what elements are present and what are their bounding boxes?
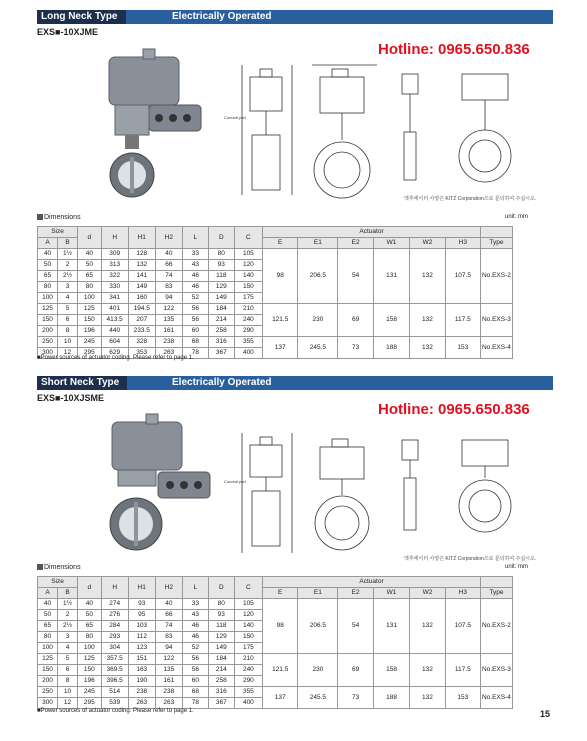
cell-b: 2: [58, 260, 78, 271]
actuator-note: 액추에이터 사양은 KITZ Corporation으로 문의하여 주십시오.: [404, 196, 537, 202]
cell-d: 245: [78, 687, 102, 698]
cell-c: 355: [234, 337, 262, 348]
cell-a: 300: [38, 348, 58, 359]
cell-d: 196: [78, 326, 102, 337]
cell-h2: 74: [155, 621, 182, 632]
cell-l: 52: [182, 293, 208, 304]
table-row: [38, 687, 553, 698]
cell-w2: 132: [410, 599, 445, 654]
cell-c: 290: [234, 326, 262, 337]
model-code: EXS■-10XJME: [37, 27, 98, 37]
header-actuator: Actuator: [263, 227, 481, 238]
cell-a: 250: [38, 687, 58, 698]
cell-c: 105: [234, 249, 262, 260]
cell-l: 60: [182, 326, 208, 337]
cell-a: 65: [38, 271, 58, 282]
cell-d: 258: [208, 676, 234, 687]
header-e2: E2: [338, 238, 373, 249]
cell-d: 150: [78, 665, 102, 676]
cell-d: 196: [78, 676, 102, 687]
cell-h3: 153: [445, 337, 480, 359]
header-w1: W1: [373, 588, 410, 599]
cell-type: No.EXS-4: [481, 687, 513, 709]
header-w1: W1: [373, 238, 410, 249]
cell-h3: 117.5: [445, 654, 480, 687]
cell-w1: 188: [373, 337, 410, 359]
cell-type: No.EXS-2: [481, 249, 513, 304]
header-d: D: [208, 227, 234, 249]
cell-h1: 151: [128, 654, 155, 665]
header-w2: W2: [410, 588, 445, 599]
cell-d: 80: [78, 632, 102, 643]
cell-a: 80: [38, 632, 58, 643]
cell-e: 98: [263, 249, 298, 304]
cell-h: 401: [101, 304, 128, 315]
header-e1: E1: [298, 588, 338, 599]
header-h2: H2: [155, 227, 182, 249]
cell-a: 100: [38, 643, 58, 654]
cell-d: 80: [208, 249, 234, 260]
cell-a: 80: [38, 282, 58, 293]
valve-photo: [95, 47, 220, 207]
cell-l: 56: [182, 654, 208, 665]
cell-b: 10: [58, 337, 78, 348]
cell-w2: 132: [410, 654, 445, 687]
cell-type: No.EXS-4: [481, 337, 513, 359]
cell-b: 12: [58, 348, 78, 359]
cell-h1: 132: [128, 260, 155, 271]
cell-d: 100: [78, 293, 102, 304]
header-h1: H1: [128, 227, 155, 249]
cell-type: No.EXS-3: [481, 654, 513, 687]
cell-b: 2½: [58, 271, 78, 282]
cell-d: 93: [208, 260, 234, 271]
cell-h2: 161: [155, 676, 182, 687]
cell-l: 78: [182, 348, 208, 359]
cell-h1: 112: [128, 632, 155, 643]
cell-l: 43: [182, 610, 208, 621]
cell-h2: 94: [155, 293, 182, 304]
cell-e: 137: [263, 687, 298, 709]
dimension-drawing-side: [398, 430, 528, 550]
cell-d: 40: [78, 249, 102, 260]
cell-h2: 74: [155, 271, 182, 282]
cell-d: 125: [78, 304, 102, 315]
cell-h2: 135: [155, 665, 182, 676]
cell-h1: 163: [128, 665, 155, 676]
cell-h: 539: [101, 698, 128, 709]
dimensions-table: [37, 226, 553, 359]
table-row: [38, 654, 553, 665]
header-h1: H1: [128, 577, 155, 599]
cell-b: 3: [58, 282, 78, 293]
page-number: 15: [540, 709, 551, 719]
cell-e1: 206.5: [298, 249, 338, 304]
cell-d: 367: [208, 698, 234, 709]
header-d: D: [208, 577, 234, 599]
cell-h: 514: [101, 687, 128, 698]
cell-b: 5: [58, 654, 78, 665]
header-a: A: [38, 238, 58, 249]
cell-l: 56: [182, 315, 208, 326]
cell-h3: 153: [445, 687, 480, 709]
header-type: Type: [481, 588, 513, 599]
table-row: [38, 599, 553, 610]
cell-c: 240: [234, 315, 262, 326]
cell-b: 2½: [58, 621, 78, 632]
cell-a: 100: [38, 293, 58, 304]
cell-l: 68: [182, 687, 208, 698]
cell-h1: 103: [128, 621, 155, 632]
cell-h2: 83: [155, 282, 182, 293]
cell-c: 120: [234, 610, 262, 621]
cell-e2: 69: [338, 304, 373, 337]
table-row: [38, 249, 553, 260]
cell-e2: 73: [338, 337, 373, 359]
hotline-text: Hotline: 0965.650.836: [378, 401, 530, 418]
header-e: E: [263, 238, 298, 249]
cell-b: 4: [58, 643, 78, 654]
cell-c: 150: [234, 632, 262, 643]
cell-c: 400: [234, 348, 262, 359]
cell-h2: 66: [155, 610, 182, 621]
cell-l: 68: [182, 337, 208, 348]
cell-h: 313: [101, 260, 128, 271]
cell-h: 309: [101, 249, 128, 260]
header-blank: [481, 577, 513, 588]
cell-h2: 263: [155, 698, 182, 709]
cell-l: 33: [182, 599, 208, 610]
cell-l: 56: [182, 304, 208, 315]
dimension-drawing: [222, 55, 392, 205]
header-d: d: [78, 227, 102, 249]
cell-l: 60: [182, 676, 208, 687]
cell-e1: 230: [298, 654, 338, 687]
cell-d: 149: [208, 293, 234, 304]
cell-e2: 73: [338, 687, 373, 709]
cell-a: 125: [38, 304, 58, 315]
cell-c: 210: [234, 304, 262, 315]
cell-h: 304: [101, 643, 128, 654]
cell-h1: 238: [128, 687, 155, 698]
footnote: ■Power sources of actuator coding. Please refer to page 1.: [37, 708, 194, 714]
cell-a: 300: [38, 698, 58, 709]
cell-d: 295: [78, 698, 102, 709]
cell-d: 65: [78, 621, 102, 632]
header-blank: [481, 227, 513, 238]
cell-d: 316: [208, 337, 234, 348]
cell-b: 6: [58, 665, 78, 676]
cell-l: 56: [182, 665, 208, 676]
cell-l: 52: [182, 643, 208, 654]
cell-d: 80: [78, 282, 102, 293]
cell-h2: 122: [155, 304, 182, 315]
cell-h: 284: [101, 621, 128, 632]
cell-b: 1½: [58, 599, 78, 610]
cell-a: 150: [38, 315, 58, 326]
header-c: C: [234, 227, 262, 249]
cell-l: 46: [182, 632, 208, 643]
cell-h: 413.5: [101, 315, 128, 326]
cell-e2: 69: [338, 654, 373, 687]
cell-e2: 54: [338, 249, 373, 304]
header-c: C: [234, 577, 262, 599]
cell-h3: 107.5: [445, 599, 480, 654]
cell-h: 604: [101, 337, 128, 348]
cell-h2: 94: [155, 643, 182, 654]
cell-e: 121.5: [263, 654, 298, 687]
header-actuator: Actuator: [263, 577, 481, 588]
cell-a: 65: [38, 621, 58, 632]
cell-h2: 135: [155, 315, 182, 326]
cell-e1: 245.5: [298, 687, 338, 709]
header-l: L: [182, 227, 208, 249]
hotline-text: Hotline: 0965.650.836: [378, 41, 530, 58]
cell-w2: 132: [410, 337, 445, 359]
cell-h1: 123: [128, 643, 155, 654]
cell-d: 125: [78, 654, 102, 665]
cell-h2: 161: [155, 326, 182, 337]
header-a: A: [38, 588, 58, 599]
cell-h: 369.5: [101, 665, 128, 676]
cell-l: 33: [182, 249, 208, 260]
header-type: Type: [481, 238, 513, 249]
actuator-note: 액추에이터 사양은 KITZ Corporation으로 문의하여 주십시오.: [404, 556, 537, 562]
dimensions-heading: Dimensions: [37, 564, 81, 571]
cell-d: 367: [208, 348, 234, 359]
valve-photo: [98, 412, 223, 562]
cell-a: 250: [38, 337, 58, 348]
cell-h: 322: [101, 271, 128, 282]
cell-h1: 141: [128, 271, 155, 282]
cell-w2: 132: [410, 687, 445, 709]
section-tag: Short Neck Type: [37, 376, 127, 390]
cell-l: 46: [182, 271, 208, 282]
cell-w2: 132: [410, 304, 445, 337]
cell-h2: 263: [155, 348, 182, 359]
cell-e: 98: [263, 599, 298, 654]
cell-h1: 190: [128, 676, 155, 687]
cell-h1: 160: [128, 293, 155, 304]
header-h3: H3: [445, 588, 480, 599]
cell-h2: 238: [155, 337, 182, 348]
cell-e: 137: [263, 337, 298, 359]
cell-w1: 188: [373, 687, 410, 709]
cell-d: 258: [208, 326, 234, 337]
dimensions-table: [37, 576, 553, 709]
cell-d: 50: [78, 260, 102, 271]
cell-a: 125: [38, 654, 58, 665]
cell-w2: 132: [410, 249, 445, 304]
cell-h1: 128: [128, 249, 155, 260]
cell-b: 8: [58, 326, 78, 337]
cell-h1: 93: [128, 599, 155, 610]
header-size: Size: [38, 577, 78, 588]
cell-h: 293: [101, 632, 128, 643]
cell-c: 400: [234, 698, 262, 709]
cell-b: 8: [58, 676, 78, 687]
cell-l: 78: [182, 698, 208, 709]
conduit-label: Conduit port: [224, 115, 246, 120]
cell-d: 150: [78, 315, 102, 326]
header-e2: E2: [338, 588, 373, 599]
cell-h1: 353: [128, 348, 155, 359]
cell-l: 46: [182, 621, 208, 632]
cell-h1: 263: [128, 698, 155, 709]
table-row: [38, 337, 553, 348]
section-subtitle: Electrically Operated: [172, 377, 272, 388]
cell-h: 629: [101, 348, 128, 359]
header-h: H: [101, 227, 128, 249]
cell-a: 40: [38, 249, 58, 260]
cell-d: 184: [208, 654, 234, 665]
cell-h1: 328: [128, 337, 155, 348]
dimension-drawing: [222, 425, 392, 560]
header-h2: H2: [155, 577, 182, 599]
cell-d: 65: [78, 271, 102, 282]
cell-l: 46: [182, 282, 208, 293]
cell-h3: 107.5: [445, 249, 480, 304]
cell-c: 105: [234, 599, 262, 610]
header-b: B: [58, 588, 78, 599]
cell-a: 200: [38, 326, 58, 337]
conduit-label: Conduit port: [224, 479, 246, 484]
cell-a: 50: [38, 260, 58, 271]
cell-h2: 66: [155, 260, 182, 271]
cell-d: 93: [208, 610, 234, 621]
cell-h: 396.5: [101, 676, 128, 687]
cell-b: 10: [58, 687, 78, 698]
cell-h: 276: [101, 610, 128, 621]
unit-label: unit: mm: [505, 564, 529, 570]
header-h3: H3: [445, 238, 480, 249]
cell-d: 80: [208, 599, 234, 610]
cell-c: 140: [234, 271, 262, 282]
cell-a: 40: [38, 599, 58, 610]
cell-d: 40: [78, 599, 102, 610]
cell-b: 3: [58, 632, 78, 643]
cell-d: 118: [208, 271, 234, 282]
cell-d: 118: [208, 621, 234, 632]
cell-d: 316: [208, 687, 234, 698]
cell-e1: 245.5: [298, 337, 338, 359]
cell-b: 2: [58, 610, 78, 621]
cell-e1: 206.5: [298, 599, 338, 654]
cell-c: 175: [234, 643, 262, 654]
cell-h1: 233.5: [128, 326, 155, 337]
cell-h2: 83: [155, 632, 182, 643]
cell-w1: 131: [373, 599, 410, 654]
cell-c: 210: [234, 654, 262, 665]
cell-h2: 238: [155, 687, 182, 698]
cell-d: 295: [78, 348, 102, 359]
cell-d: 245: [78, 337, 102, 348]
cell-h2: 40: [155, 599, 182, 610]
cell-b: 6: [58, 315, 78, 326]
cell-l: 43: [182, 260, 208, 271]
dimensions-heading: Dimensions: [37, 214, 81, 221]
header-e1: E1: [298, 238, 338, 249]
header-h: H: [101, 577, 128, 599]
cell-d: 129: [208, 632, 234, 643]
cell-w1: 158: [373, 654, 410, 687]
cell-e: 121.5: [263, 304, 298, 337]
cell-h3: 117.5: [445, 304, 480, 337]
unit-label: unit: mm: [505, 214, 529, 220]
cell-d: 50: [78, 610, 102, 621]
cell-a: 200: [38, 676, 58, 687]
header-d: d: [78, 577, 102, 599]
cell-b: 12: [58, 698, 78, 709]
cell-h1: 95: [128, 610, 155, 621]
cell-a: 50: [38, 610, 58, 621]
cell-c: 290: [234, 676, 262, 687]
cell-w1: 131: [373, 249, 410, 304]
section-banner: [37, 376, 553, 390]
cell-h: 274: [101, 599, 128, 610]
cell-b: 5: [58, 304, 78, 315]
section-subtitle: Electrically Operated: [172, 11, 272, 22]
cell-type: No.EXS-3: [481, 304, 513, 337]
table-row: [38, 304, 553, 315]
footnote: ■Power sources of actuator coding. Please refer to page 1.: [37, 355, 194, 361]
cell-h: 330: [101, 282, 128, 293]
cell-h: 341: [101, 293, 128, 304]
cell-h: 440: [101, 326, 128, 337]
cell-h: 357.5: [101, 654, 128, 665]
cell-c: 355: [234, 687, 262, 698]
section-banner: [37, 10, 553, 24]
cell-c: 140: [234, 621, 262, 632]
cell-c: 120: [234, 260, 262, 271]
cell-e1: 230: [298, 304, 338, 337]
header-b: B: [58, 238, 78, 249]
section-tag: Long Neck Type: [37, 10, 126, 24]
model-code: EXS■-10XJSME: [37, 393, 104, 403]
header-e: E: [263, 588, 298, 599]
header-w2: W2: [410, 238, 445, 249]
dimension-drawing-side: [398, 60, 528, 190]
cell-type: No.EXS-2: [481, 599, 513, 654]
cell-d: 214: [208, 315, 234, 326]
header-size: Size: [38, 227, 78, 238]
cell-c: 240: [234, 665, 262, 676]
cell-a: 150: [38, 665, 58, 676]
cell-h2: 40: [155, 249, 182, 260]
cell-d: 100: [78, 643, 102, 654]
cell-b: 4: [58, 293, 78, 304]
cell-b: 1½: [58, 249, 78, 260]
cell-d: 184: [208, 304, 234, 315]
cell-h2: 122: [155, 654, 182, 665]
cell-d: 129: [208, 282, 234, 293]
header-l: L: [182, 577, 208, 599]
cell-h1: 149: [128, 282, 155, 293]
cell-e2: 54: [338, 599, 373, 654]
cell-c: 175: [234, 293, 262, 304]
cell-w1: 158: [373, 304, 410, 337]
cell-d: 149: [208, 643, 234, 654]
cell-h1: 194.5: [128, 304, 155, 315]
cell-d: 214: [208, 665, 234, 676]
cell-h1: 207: [128, 315, 155, 326]
cell-c: 150: [234, 282, 262, 293]
